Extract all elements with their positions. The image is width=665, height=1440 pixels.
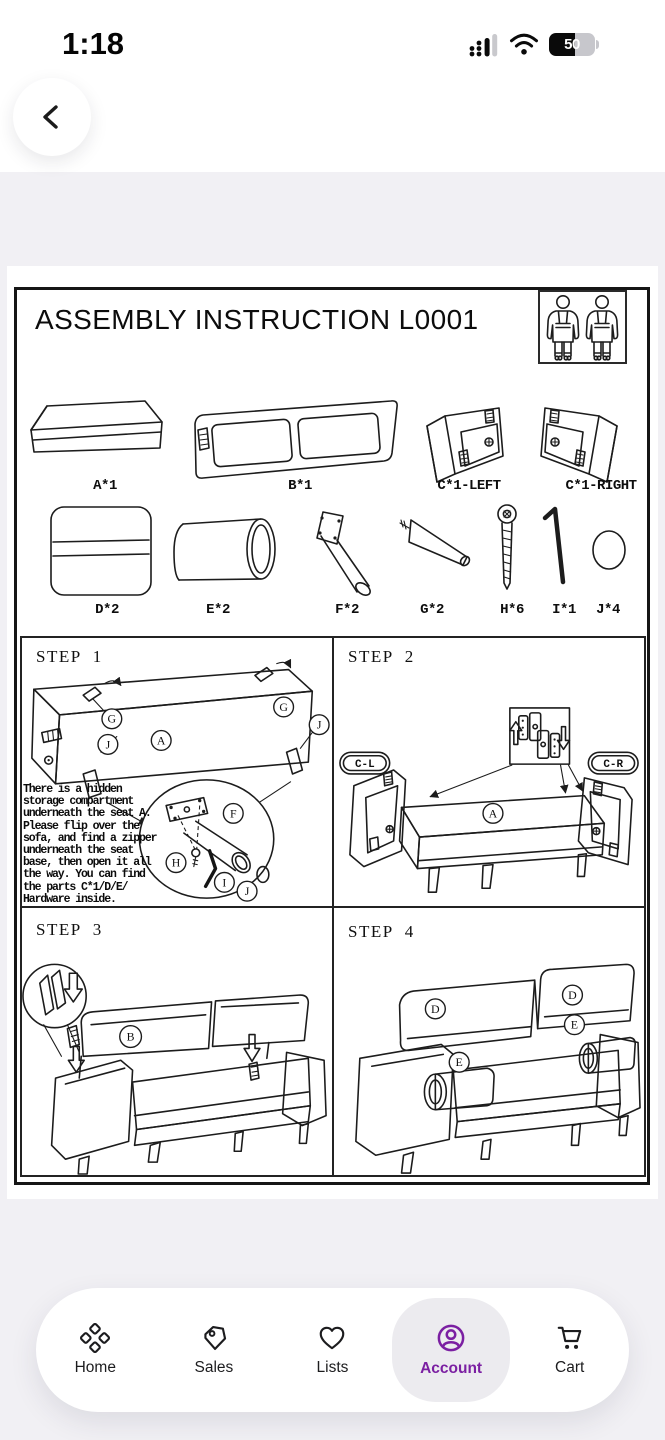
svg-text:D: D xyxy=(568,988,577,1002)
part-c-left-drawing xyxy=(427,408,503,482)
parts-diagram xyxy=(17,390,641,636)
part-label-i: I*1 xyxy=(552,602,576,618)
step-4-title: STEP 4 xyxy=(348,922,415,941)
part-label-f: F*2 xyxy=(335,602,359,618)
part-label-c-right: C*1-RIGHT xyxy=(565,478,637,494)
step-1-title: STEP 1 xyxy=(36,647,103,666)
home-wayfair-icon xyxy=(80,1323,110,1353)
step-4-panel xyxy=(334,908,644,1175)
svg-text:G: G xyxy=(107,711,117,726)
part-label-a: A*1 xyxy=(93,478,117,494)
step3-callouts xyxy=(120,1026,142,1048)
back-button[interactable] xyxy=(13,78,91,156)
sheet-frame xyxy=(14,287,650,1185)
steps-grid xyxy=(20,636,646,1177)
part-c-right-drawing xyxy=(541,408,617,482)
step-3-diagram xyxy=(22,908,332,1175)
battery-percent: 50 xyxy=(564,35,580,53)
svg-text:J: J xyxy=(105,737,111,752)
assembly-instruction-image[interactable] xyxy=(7,266,658,1199)
sales-tag-icon xyxy=(199,1323,229,1353)
step-2-diagram xyxy=(334,638,644,906)
part-a-drawing xyxy=(31,401,162,452)
part-label-j: J*4 xyxy=(596,602,620,618)
step-4-diagram xyxy=(334,908,644,1175)
svg-text:J: J xyxy=(316,717,322,732)
bottom-tab-bar xyxy=(36,1288,629,1412)
status-icons xyxy=(468,31,599,57)
svg-text:A: A xyxy=(488,806,498,821)
step-1-note: There is a hidden storage compartment underneath the seat A. Please flip over the sofa, and find a zipper underneath the seat base, then open it all the way. You can find the parts C*1/D/E/ Hardware inside. xyxy=(23,783,157,906)
account-person-icon xyxy=(435,1322,467,1354)
part-g-drawing xyxy=(400,520,471,567)
svg-text:C-R: C-R xyxy=(603,759,624,772)
sheet-title: ASSEMBLY INSTRUCTION L0001 xyxy=(35,304,479,335)
part-i-drawing xyxy=(545,509,563,582)
svg-text:F: F xyxy=(229,806,237,821)
svg-text:H: H xyxy=(171,855,181,870)
part-label-h: H*6 xyxy=(500,602,524,618)
tab-cart[interactable] xyxy=(510,1288,629,1412)
svg-text:B: B xyxy=(126,1029,135,1044)
tab-home-label: Home xyxy=(74,1359,116,1376)
tab-sales-label: Sales xyxy=(194,1359,234,1376)
svg-text:A: A xyxy=(156,733,166,748)
step-3-title: STEP 3 xyxy=(36,920,103,939)
part-label-d: D*2 xyxy=(95,602,119,618)
svg-text:I: I xyxy=(222,875,227,890)
tab-sales[interactable] xyxy=(155,1288,274,1412)
tab-cart-label: Cart xyxy=(555,1359,585,1376)
step-1-panel xyxy=(22,638,334,908)
tab-home[interactable] xyxy=(36,1288,155,1412)
step-3-panel xyxy=(22,908,334,1175)
step-2-title: STEP 2 xyxy=(348,647,415,666)
part-b-drawing xyxy=(195,401,397,478)
svg-text:E: E xyxy=(570,1017,579,1032)
part-label-c-left: C*1-LEFT xyxy=(437,478,501,494)
part-label-b: B*1 xyxy=(288,478,312,494)
tab-lists[interactable] xyxy=(273,1288,392,1412)
tab-account[interactable] xyxy=(392,1288,511,1412)
part-e-drawing xyxy=(174,519,275,580)
two-person-assembly-icon xyxy=(538,290,627,364)
part-f-drawing xyxy=(317,512,372,598)
part-label-g: G*2 xyxy=(420,602,444,618)
svg-text:J: J xyxy=(244,884,250,899)
wifi-icon xyxy=(509,32,539,56)
svg-text:D: D xyxy=(431,1001,440,1016)
part-j-drawing xyxy=(593,531,625,569)
cart-icon xyxy=(555,1323,585,1353)
part-h-drawing xyxy=(498,505,516,589)
svg-text:G: G xyxy=(279,699,288,714)
step-2-panel xyxy=(334,638,644,908)
tab-lists-label: Lists xyxy=(316,1359,349,1376)
part-label-e: E*2 xyxy=(206,602,230,618)
tab-account-label: Account xyxy=(420,1360,483,1377)
part-d-drawing xyxy=(51,507,151,595)
cellular-signal-icon xyxy=(468,32,499,57)
svg-text:E: E xyxy=(455,1055,463,1070)
battery-icon xyxy=(549,33,599,56)
status-time: 1:18 xyxy=(62,26,125,61)
chevron-left-icon xyxy=(39,102,65,132)
lists-heart-icon xyxy=(317,1323,347,1353)
svg-text:C-L: C-L xyxy=(354,759,375,772)
